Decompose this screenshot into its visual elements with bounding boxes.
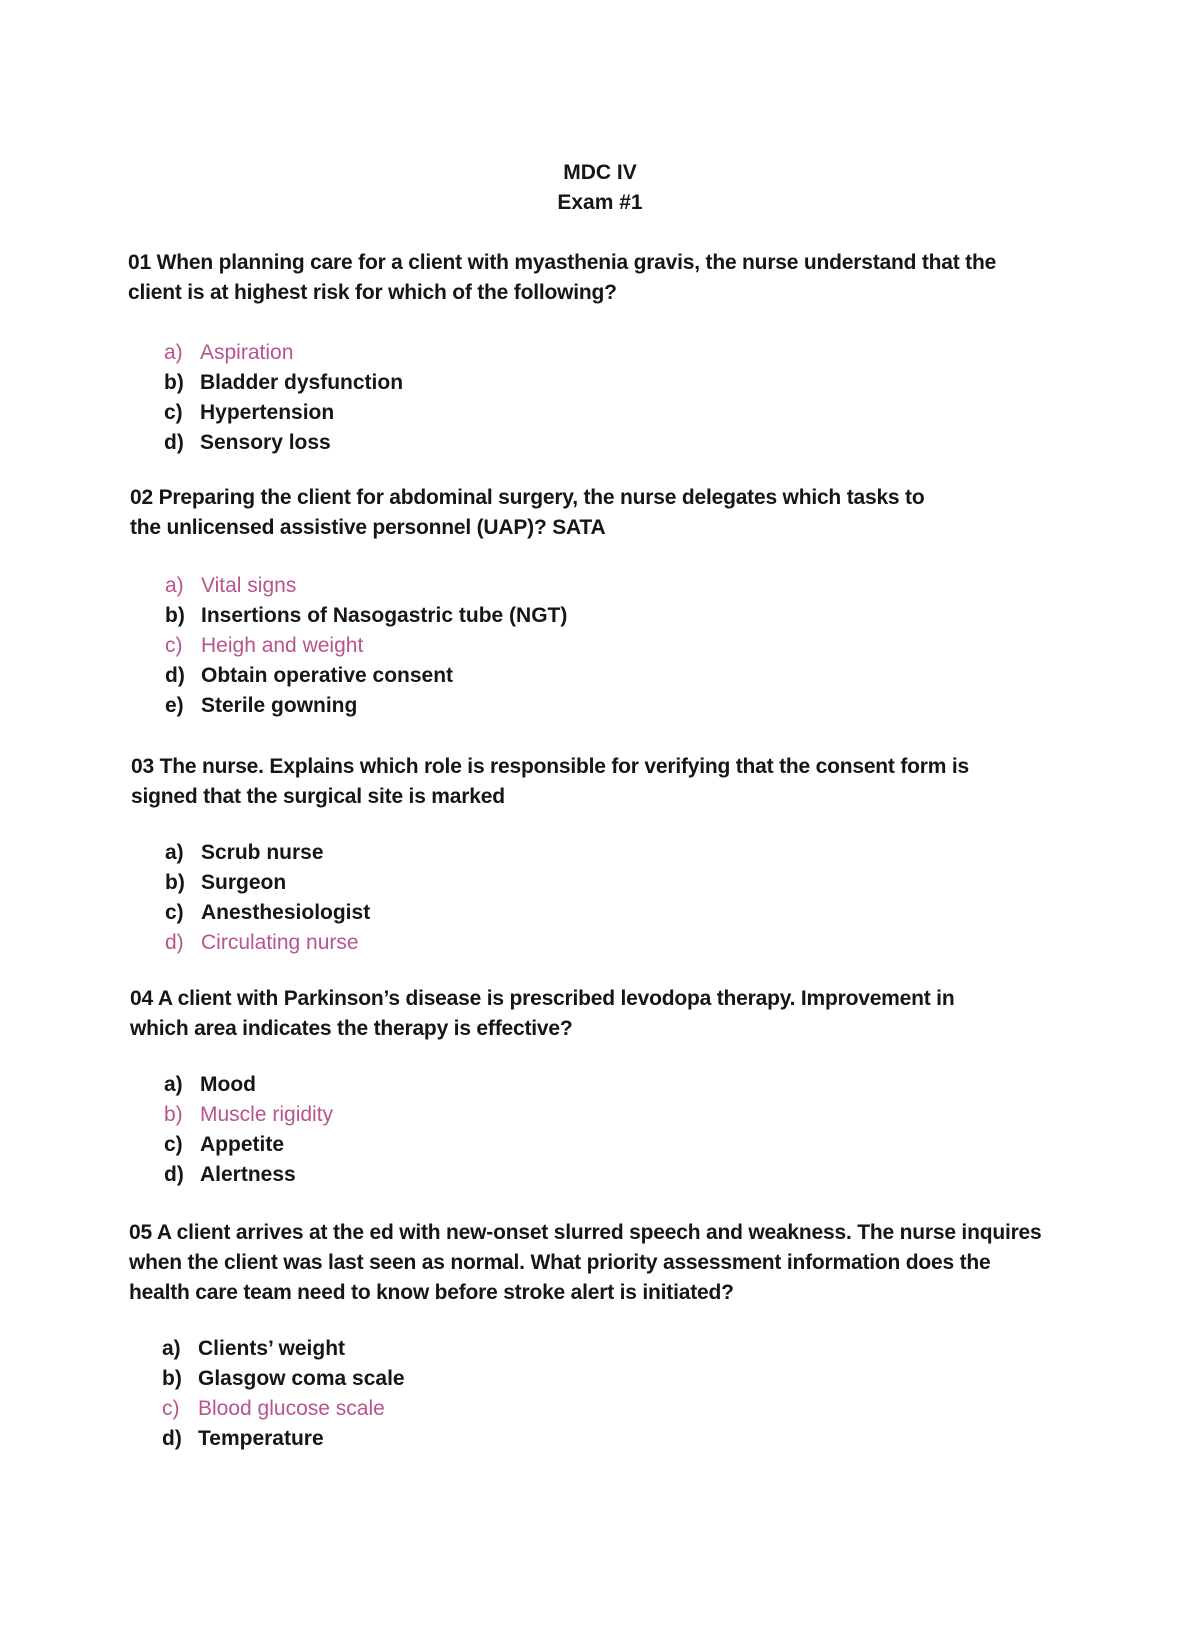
option-letter: d) xyxy=(162,1427,182,1450)
answer-options xyxy=(165,571,865,721)
option-text: Surgeon xyxy=(201,871,287,894)
option-text: Sterile gowning xyxy=(201,694,358,717)
answer-options xyxy=(165,838,865,958)
option-letter: d) xyxy=(164,431,184,454)
option-letter: e) xyxy=(165,694,184,717)
option-a xyxy=(165,838,865,868)
option-letter: d) xyxy=(164,1163,184,1186)
option-text: Glasgow coma scale xyxy=(198,1367,405,1390)
option-text: Scrub nurse xyxy=(201,841,324,864)
option-letter: a) xyxy=(162,1337,181,1360)
option-letter: a) xyxy=(164,341,183,364)
answer-options xyxy=(164,1070,864,1190)
option-letter: c) xyxy=(164,401,183,424)
option-a xyxy=(162,1334,862,1364)
option-letter: b) xyxy=(162,1367,182,1390)
option-text: Circulating nurse xyxy=(201,931,359,954)
option-text: Anesthesiologist xyxy=(201,901,371,924)
option-c xyxy=(165,631,865,661)
option-letter: c) xyxy=(165,901,184,924)
option-text: Clients’ weight xyxy=(198,1337,346,1360)
option-text: Hypertension xyxy=(200,401,335,424)
option-d xyxy=(165,928,865,958)
option-letter: b) xyxy=(164,371,184,394)
option-text: Mood xyxy=(200,1073,256,1096)
option-b xyxy=(164,1100,864,1130)
option-text: Blood glucose scale xyxy=(198,1397,385,1420)
option-b xyxy=(164,368,864,398)
option-letter: c) xyxy=(164,1133,183,1156)
option-letter: d) xyxy=(165,664,185,687)
option-letter: b) xyxy=(164,1103,183,1126)
option-text: Alertness xyxy=(200,1163,296,1186)
option-d xyxy=(164,1160,864,1190)
option-b xyxy=(162,1364,862,1394)
option-text: Insertions of Nasogastric tube (NGT) xyxy=(201,604,568,627)
question-text: 03 The nurse. Explains which role is responsible for verifying that the consent form is signed that the surgical site is marked xyxy=(131,755,969,808)
question-text: 04 A client with Parkinson’s disease is prescribed levodopa therapy. Improvement in which area indicates the therapy is effective? xyxy=(130,987,955,1040)
option-b xyxy=(165,868,865,898)
question-text: 05 A client arrives at the ed with new-onset slurred speech and weakness. The nurse inquires when the client was last seen as normal. What priority assessment information does the health care team need to know before stroke alert is initiated? xyxy=(129,1221,1042,1304)
option-d xyxy=(162,1424,862,1454)
option-text: Appetite xyxy=(200,1133,284,1156)
option-c xyxy=(164,398,864,428)
option-a xyxy=(164,338,864,368)
option-text: Temperature xyxy=(198,1427,324,1450)
option-text: Heigh and weight xyxy=(201,634,364,657)
option-letter: a) xyxy=(165,574,184,597)
option-letter: c) xyxy=(162,1397,180,1420)
course-title: MDC IV xyxy=(563,161,637,184)
answer-options xyxy=(162,1334,862,1454)
option-letter: c) xyxy=(165,634,183,657)
option-d xyxy=(164,428,864,458)
option-d xyxy=(165,661,865,691)
option-c xyxy=(162,1394,862,1424)
option-c xyxy=(164,1130,864,1160)
exam-title: Exam #1 xyxy=(557,191,643,214)
answer-options xyxy=(164,338,864,458)
option-a xyxy=(165,571,865,601)
option-letter: a) xyxy=(165,841,184,864)
option-letter: b) xyxy=(165,604,185,627)
option-a xyxy=(164,1070,864,1100)
option-text: Sensory loss xyxy=(200,431,331,454)
question-text: 02 Preparing the client for abdominal surgery, the nurse delegates which tasks to the unlicensed assistive personnel (UAP)? SATA xyxy=(130,486,925,539)
option-text: Aspiration xyxy=(200,341,294,364)
option-letter: d) xyxy=(165,931,184,954)
exam-header xyxy=(0,158,1200,218)
option-e xyxy=(165,691,865,721)
option-text: Vital signs xyxy=(201,574,297,597)
question-text: 01 When planning care for a client with myasthenia gravis, the nurse understand that the client is at highest risk for which of the following? xyxy=(128,251,997,304)
option-c xyxy=(165,898,865,928)
option-b xyxy=(165,601,865,631)
option-letter: a) xyxy=(164,1073,183,1096)
option-text: Obtain operative consent xyxy=(201,664,454,687)
option-letter: b) xyxy=(165,871,185,894)
option-text: Muscle rigidity xyxy=(200,1103,334,1126)
option-text: Bladder dysfunction xyxy=(200,371,404,394)
